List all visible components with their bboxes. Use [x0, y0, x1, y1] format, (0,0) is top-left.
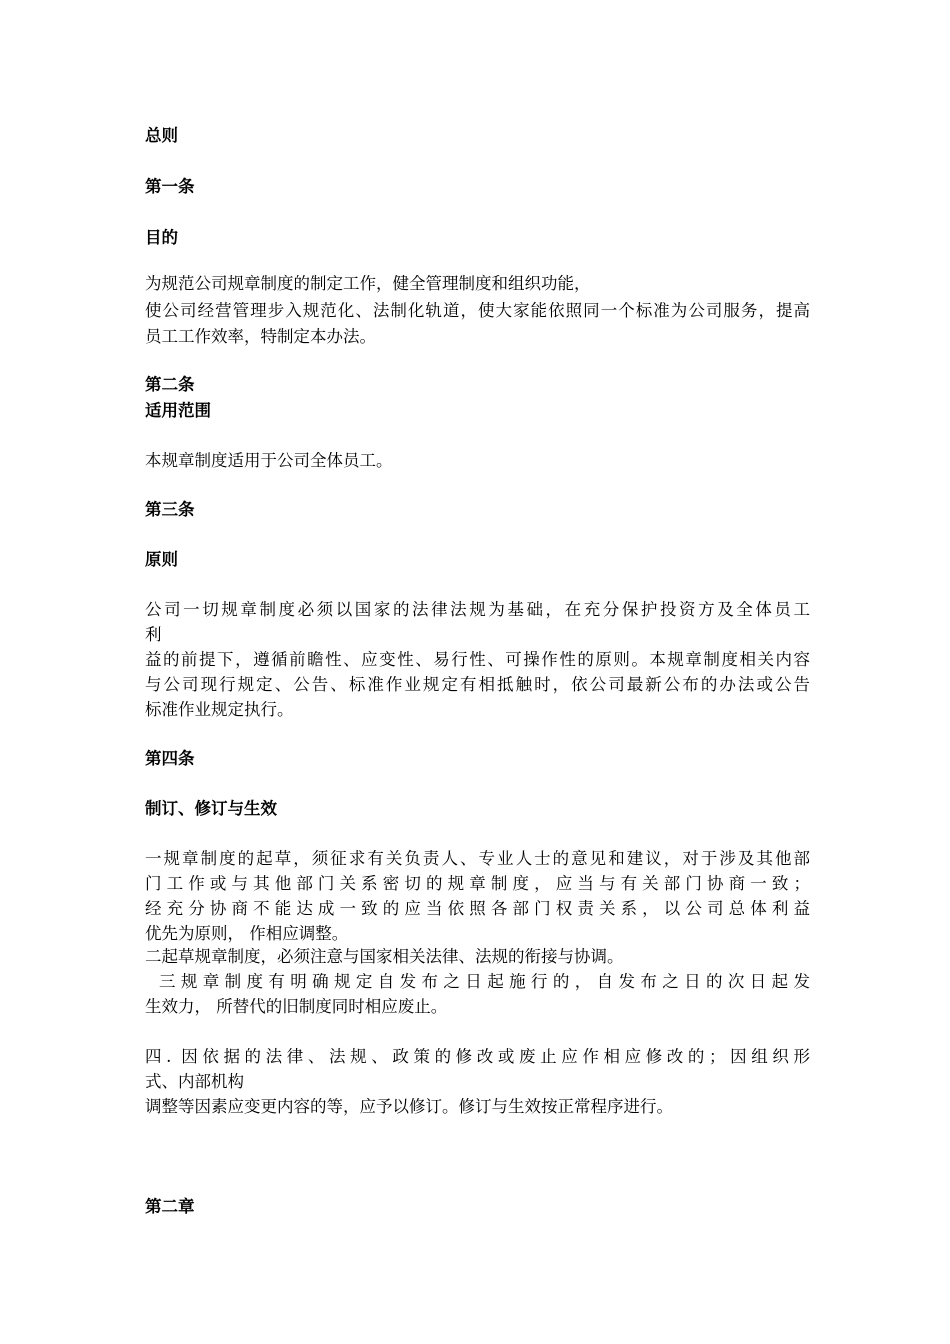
- article4-line: 式、内部机构: [145, 1072, 244, 1091]
- article4-line: 二起草规章制度，必须注意与国家相关法律、法规的衔接与协调。: [145, 947, 624, 966]
- article2-line: 本规章制度适用于公司全体员工。: [145, 451, 393, 470]
- article2-title: 适用范围: [145, 401, 211, 420]
- article4-number: 第四条: [145, 749, 195, 768]
- article1-line: 使公司经营管理步入规范化、法制化轨道，使大家能依照同一个标准为公司服务，提高: [145, 301, 810, 320]
- article3-line: 与公司现行规定、公告、标准作业规定有相抵触时，依公司最新公布的办法或公告: [145, 675, 810, 694]
- article3-line: 公司一切规章制度必须以国家的法律法规为基础，在充分保护投资方及全体员工: [145, 600, 810, 619]
- article1-line: 为规范公司规章制度的制定工作，健全管理制度和组织功能，: [145, 274, 591, 293]
- article4-line: 门工作或与其他部门关系密切的规章制度，应当与有关部门协商一致；: [145, 874, 810, 893]
- article4-line: 三规章制度有明确规定自发布之日起施行的，自发布之日的次日起发: [159, 972, 810, 991]
- chapter-heading: 第二章: [145, 1197, 195, 1216]
- article1-number: 第一条: [145, 177, 195, 196]
- article4-line: 四. 因依据的法律、法规、政策的修改或废止应作相应修改的；因组织形: [145, 1047, 810, 1066]
- article3-number: 第三条: [145, 500, 195, 519]
- article2-number: 第二条: [145, 375, 195, 394]
- chapter-heading: 总则: [145, 126, 178, 145]
- article1-line: 员工工作效率，特制定本办法。: [145, 327, 376, 346]
- article3-line: 标准作业规定执行。: [145, 700, 294, 719]
- article3-line: 益的前提下，遵循前瞻性、应变性、易行性、可操作性的原则。本规章制度相关内容: [145, 650, 810, 669]
- article4-line: 一规章制度的起草，须征求有关负责人、专业人士的意见和建议，对于涉及其他部: [145, 849, 810, 868]
- article1-title: 目的: [145, 228, 178, 247]
- article4-title: 制订、修订与生效: [145, 799, 277, 818]
- article4-line: 调整等因素应变更内容的等，应予以修订。修订与生效按正常程序进行。: [145, 1097, 673, 1116]
- article4-line: 优先为原则， 作相应调整。: [145, 924, 349, 943]
- article4-line: 生效力， 所替代的旧制度同时相应废止。: [145, 997, 448, 1016]
- article4-line: 经充分协商不能达成一致的应当依照各部门权责关系，以公司总体利益: [145, 899, 810, 918]
- article3-line: 利: [145, 625, 162, 644]
- article3-title: 原则: [145, 550, 178, 569]
